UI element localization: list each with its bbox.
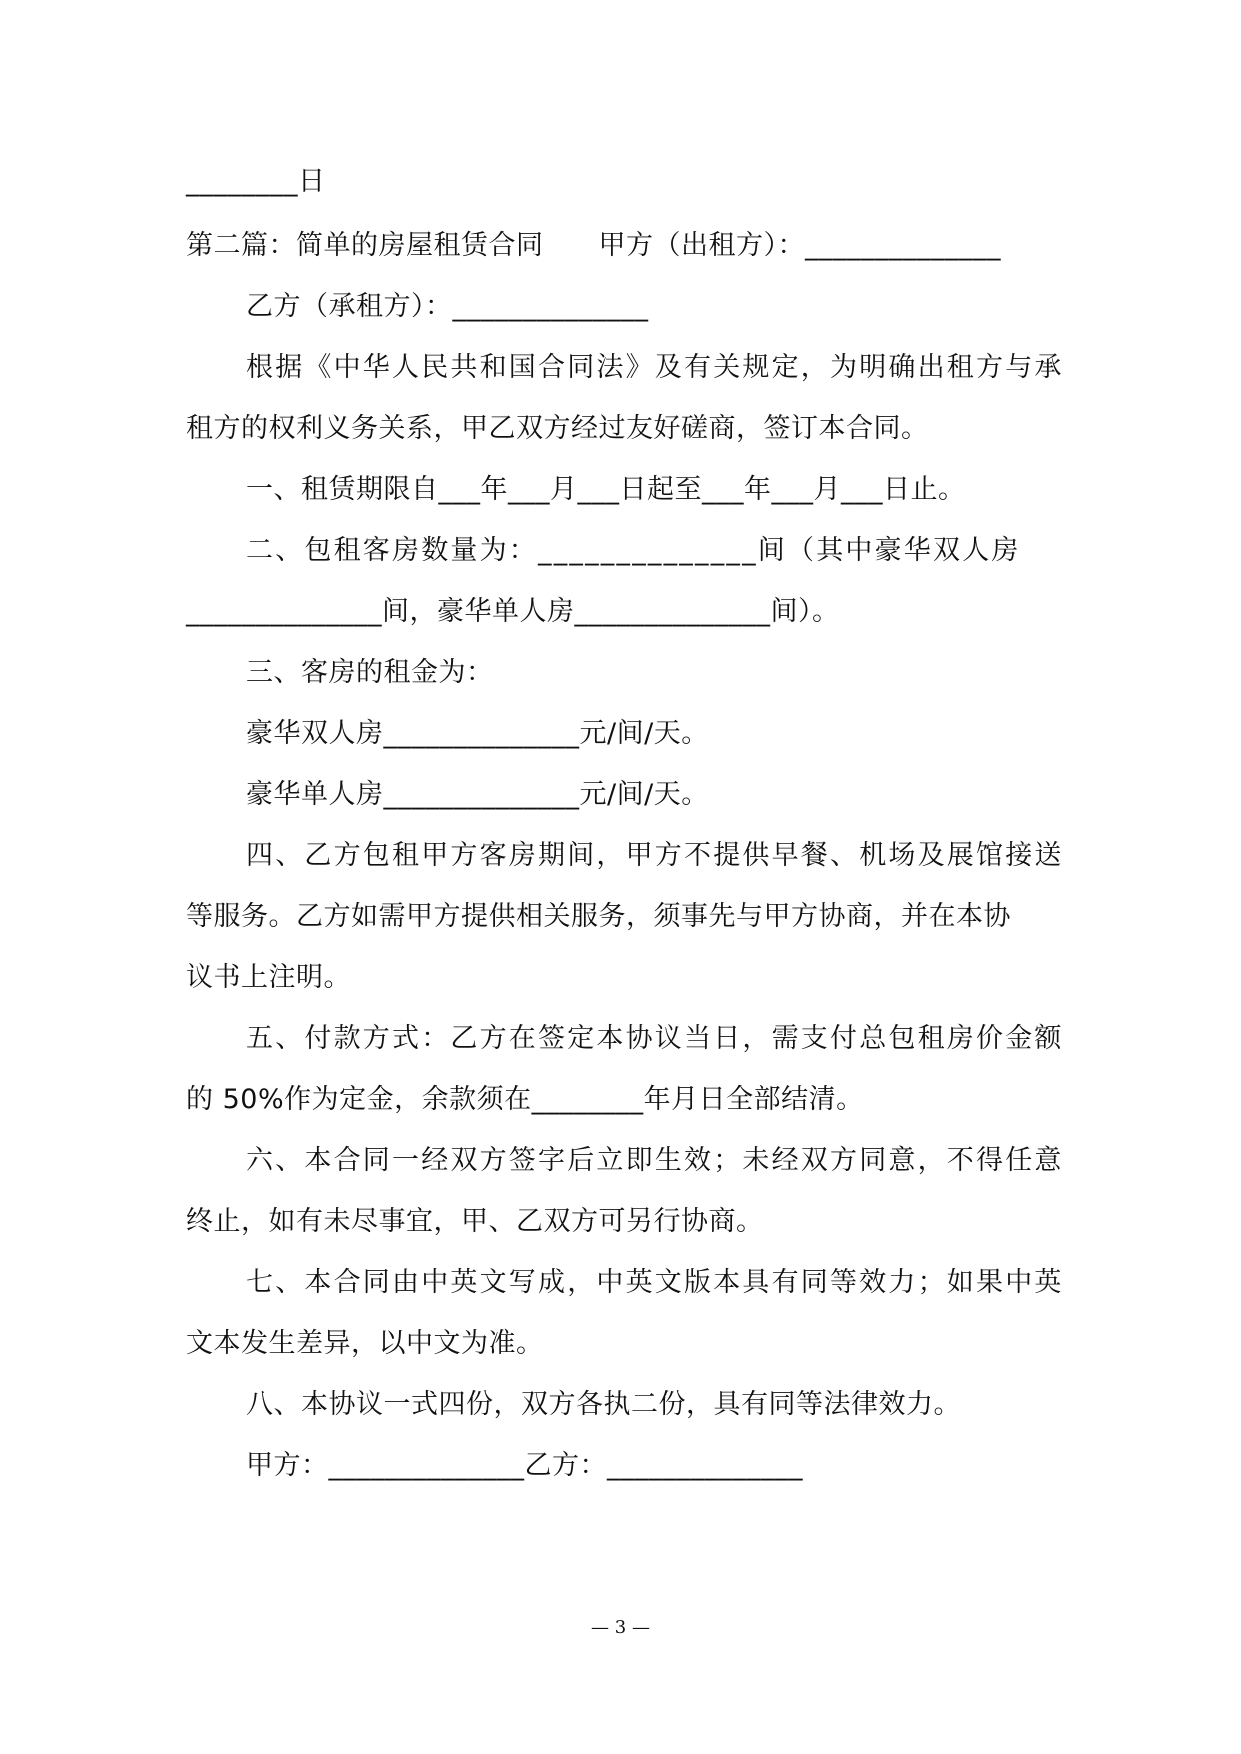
paragraph-line: 根据《中华人民共和国合同法》及有关规定，为明确出租方与承 xyxy=(246,352,1064,383)
section-title-line: 第二篇：简单的房屋租赁合同 甲方（出租方）：______________ xyxy=(186,230,1001,261)
clause-5-line: 的 50%作为定金，余款须在________年月日全部结清。 xyxy=(186,1084,864,1115)
signature-line: 甲方：______________乙方：______________ xyxy=(246,1450,803,1481)
clause-4-line: 四、乙方包租甲方客房期间，甲方不提供早餐、机场及展馆接送 xyxy=(246,840,1064,871)
clause-1-line: 一、租赁期限自___年___月___日起至___年___月___日止。 xyxy=(246,474,966,505)
clause-7-line: 七、本合同由中英文写成，中英文版本具有同等效力；如果中英 xyxy=(246,1267,1064,1298)
clause-3-line: 豪华单人房______________元/间/天。 xyxy=(246,779,709,810)
clause-5-line: 五、付款方式：乙方在签定本协议当日，需支付总包租房价金额 xyxy=(246,1023,1064,1054)
clause-4-line: 议书上注明。 xyxy=(186,962,351,993)
paragraph-line: 租方的权利义务关系，甲乙双方经过友好磋商，签订本合同。 xyxy=(186,413,929,444)
clause-6-line: 终止，如有未尽事宜，甲、乙双方可另行协商。 xyxy=(186,1206,764,1237)
date-line: ________日 xyxy=(186,166,326,197)
clause-2-line: 二、包租客房数量为：______________间（其中豪华双人房 xyxy=(246,535,1021,566)
clause-7-line: 文本发生差异，以中文为准。 xyxy=(186,1328,544,1359)
clause-3-line: 三、客房的租金为： xyxy=(246,657,494,688)
clause-3-line: 豪华双人房______________元/间/天。 xyxy=(246,718,709,749)
clause-8-line: 八、本协议一式四份，双方各执二份，具有同等法律效力。 xyxy=(246,1389,961,1420)
clause-2-line: ______________间，豪华单人房______________间）。 xyxy=(186,596,840,627)
page-number: — 3 — xyxy=(591,1617,650,1638)
clause-4-line: 等服务。乙方如需甲方提供相关服务，须事先与甲方协商，并在本协 xyxy=(186,901,1011,932)
clause-6-line: 六、本合同一经双方签字后立即生效；未经双方同意，不得任意 xyxy=(246,1145,1064,1176)
party-b-line: 乙方（承租方）：______________ xyxy=(246,291,649,322)
